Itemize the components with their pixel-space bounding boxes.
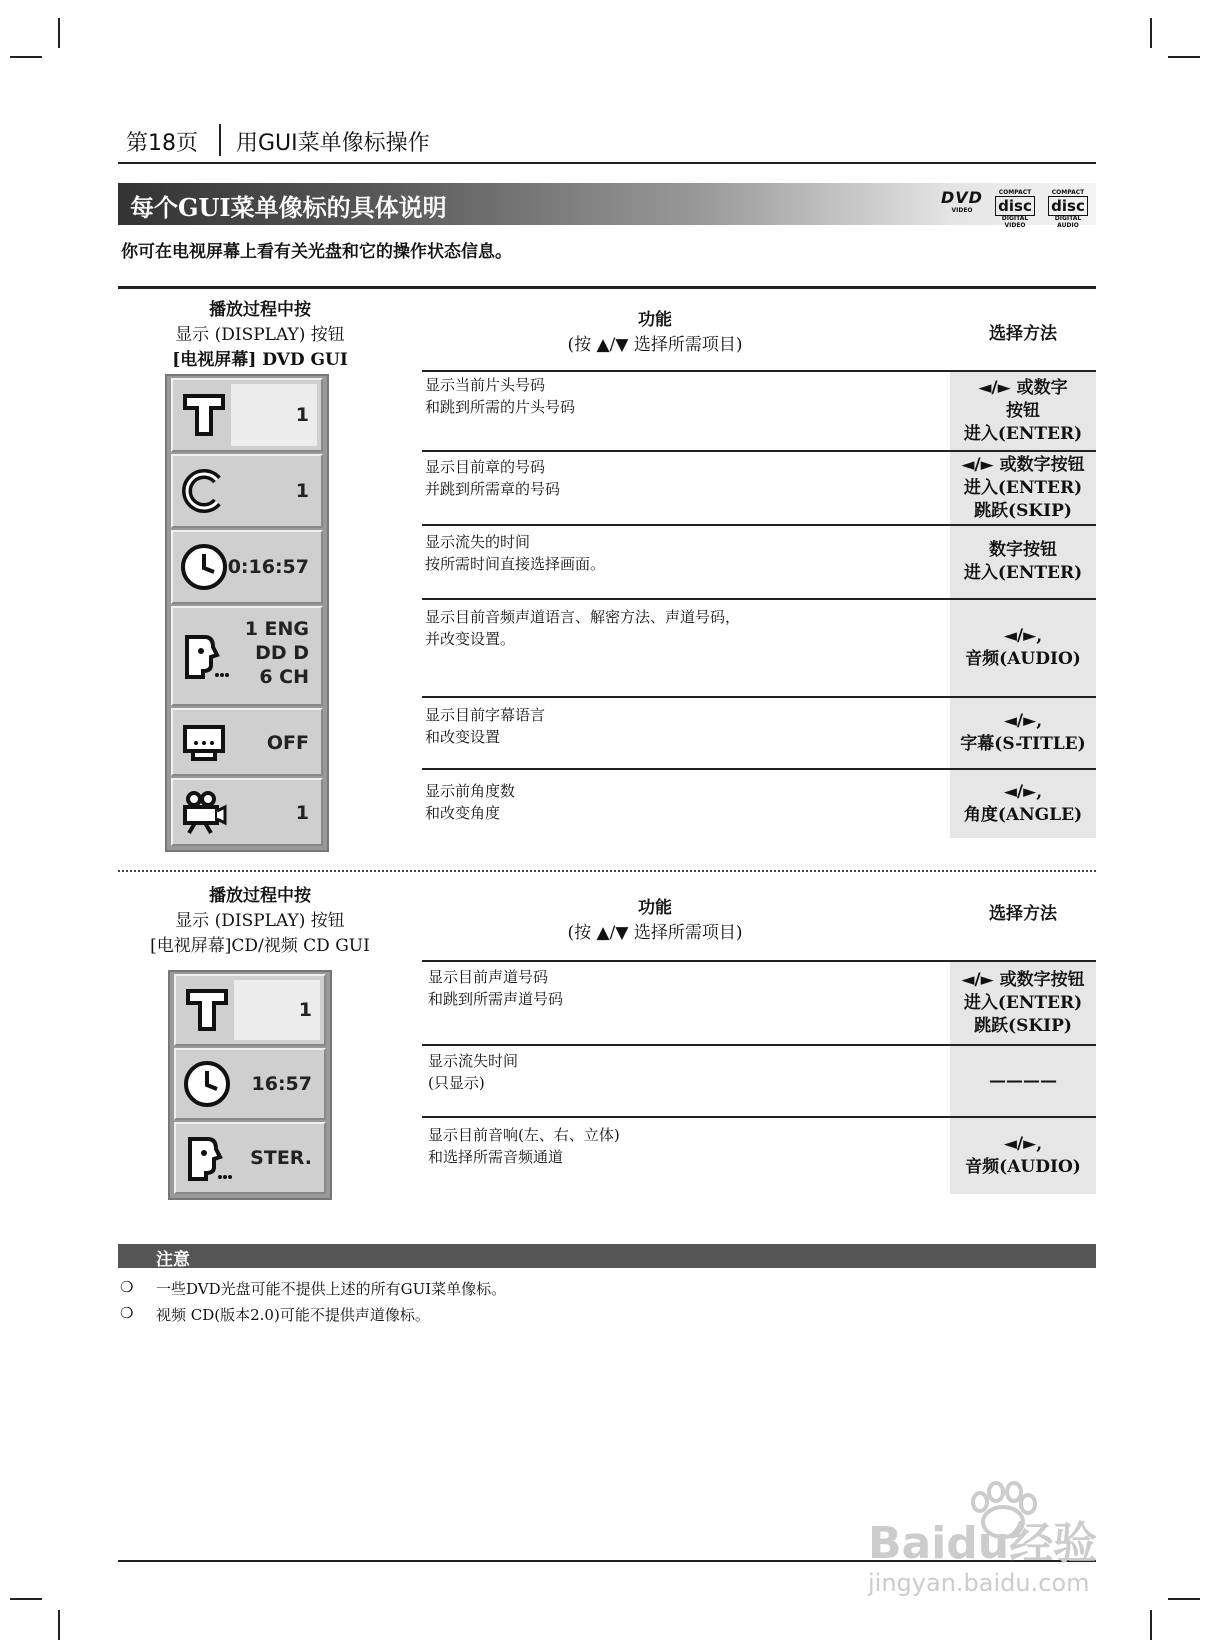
cd-gui-heading: 播放过程中按 显示 (DISPLAY) 按钮 [电视屏幕]CD/视频 CD GUI: [150, 886, 370, 956]
section-divider: [118, 870, 1096, 872]
crop-mark: [10, 1598, 42, 1600]
cd-method-time: ————: [950, 1046, 1096, 1116]
crop-mark: [10, 56, 42, 58]
crop-mark: [1168, 56, 1200, 58]
angle-number: 1: [295, 802, 309, 824]
clock-icon: [182, 1059, 232, 1109]
cd-method-track: ◄/► 或数字按钮 进入(ENTER) 跳跃(SKIP): [950, 962, 1096, 1044]
title-icon: [182, 985, 232, 1035]
gui-subtitle-cell: [171, 708, 323, 776]
baidu-watermark: Baidu经验 jingyan.baidu.com: [868, 1520, 1097, 1598]
cd-function-heading: 功能 (按 ▲/▼ 选择所需项目): [567, 898, 743, 943]
dvd-func-time: 显示流失的时间 按所需时间直接选择画面。: [425, 533, 606, 573]
elapsed-time: 0:16:57: [227, 556, 309, 578]
page-header: [118, 122, 1096, 164]
compact-disc-audio-logo: COMPACT disc DIGITAL AUDIO: [1044, 189, 1092, 219]
cd-method-sound: ◄/►, 音频(AUDIO): [950, 1118, 1096, 1194]
section-title-bar: [118, 183, 1096, 229]
clock-icon: [179, 542, 229, 592]
dvd-method-audio: ◄/►, 音频(AUDIO): [950, 600, 1096, 696]
page-title: 用GUI菜单像标操作: [236, 131, 430, 156]
dvd-gui-heading: 播放过程中按 显示 (DISPLAY) 按钮 [电视屏幕] DVD GUI: [172, 300, 348, 370]
table-top-rule: [118, 286, 1096, 289]
track-number: 1: [298, 999, 312, 1021]
header-divider: [219, 124, 221, 156]
dvd-func-angle: 显示前角度数 和改变角度: [425, 782, 516, 822]
dvd-method-subtitle: ◄/►, 字幕(S-TITLE): [950, 698, 1096, 768]
audio-language: 1 ENG: [244, 618, 309, 640]
elapsed-time: 16:57: [251, 1073, 312, 1095]
dvd-method-chapter: ◄/► 或数字按钮 进入(ENTER) 跳跃(SKIP): [950, 452, 1096, 524]
dvd-video-logo: DVD VIDEO: [941, 188, 983, 214]
chapter-number: 1: [295, 480, 309, 502]
note-title: 注意: [156, 1250, 190, 1270]
gui-chapter-cell: [171, 454, 323, 528]
cd-func-time: 显示流失时间 (只显示): [428, 1052, 519, 1092]
title-number: 1: [295, 404, 309, 426]
cd-func-track: 显示目前声道号码 和跳到所需声道号码: [428, 968, 564, 1008]
gui-time-cell: [171, 530, 323, 604]
crop-mark: [1150, 18, 1152, 48]
intro-text: 你可在电视屏幕上看有关光盘和它的操作状态信息。: [121, 242, 512, 262]
gui-angle-cell: [171, 778, 323, 846]
gui-time-cell: [174, 1048, 326, 1120]
dvd-method-time: 数字按钮 进入(ENTER): [950, 526, 1096, 598]
dvd-gui-panel: [165, 374, 329, 852]
dvd-func-chapter: 显示目前章的号码 并跳到所需章的号码: [425, 458, 561, 498]
dvd-method-title: ◄/► 或数字 按钮 进入(ENTER): [950, 372, 1096, 450]
compact-disc-video-logo: COMPACT disc DIGITAL VIDEO: [992, 189, 1038, 219]
dvd-method-angle: ◄/►, 角度(ANGLE): [950, 770, 1096, 838]
section-title: 每个GUI菜单像标的具体说明: [130, 193, 447, 222]
gui-audio-cell: [171, 606, 323, 706]
bullet-icon: ❍: [120, 1278, 134, 1296]
audio-channels: 6 CH: [259, 666, 309, 688]
crop-mark: [58, 1610, 60, 1640]
dvd-method-heading: 选择方法: [989, 324, 1057, 344]
gui-title-cell: [171, 378, 323, 452]
page-number: 第18页: [126, 131, 198, 156]
subtitle-status: OFF: [266, 732, 309, 754]
dvd-func-subtitle: 显示目前字幕语言 和改变设置: [425, 706, 546, 746]
angle-icon: [179, 787, 229, 837]
cd-func-sound: 显示目前音响(左、右、立体) 和选择所需音频通道: [428, 1126, 620, 1166]
crop-mark: [1150, 1610, 1152, 1640]
paw-icon: [958, 1480, 1048, 1540]
dvd-func-audio: 显示目前音频声道语言、解密方法、声道号码， 并改变设置。: [425, 608, 741, 648]
title-icon: [179, 390, 229, 440]
gui-track-cell: [174, 974, 326, 1046]
subtitle-icon: [179, 717, 229, 767]
note-bar: [118, 1244, 1096, 1268]
cd-gui-panel: [168, 970, 332, 1200]
cd-method-heading: 选择方法: [989, 904, 1057, 924]
sound-mode: STER.: [250, 1147, 312, 1169]
audio-format: DD D: [255, 642, 309, 664]
dvd-func-title: 显示当前片头号码 和跳到所需的片头号码: [425, 376, 576, 416]
audio-icon: [179, 631, 229, 681]
crop-mark: [58, 18, 60, 48]
audio-icon: [182, 1133, 232, 1183]
gui-sound-cell: [174, 1122, 326, 1194]
crop-mark: [1168, 1598, 1200, 1600]
dvd-function-heading: 功能 (按 ▲/▼ 选择所需项目): [567, 310, 743, 355]
bullet-icon: ❍: [120, 1304, 134, 1322]
chapter-icon: [179, 466, 229, 516]
